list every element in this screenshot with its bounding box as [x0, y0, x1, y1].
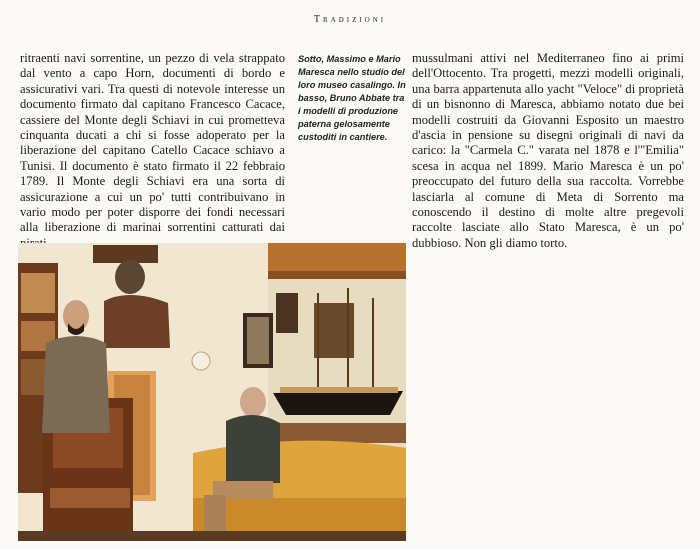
- page-section-header: Tradizioni: [313, 14, 387, 25]
- article-column-left: ritraenti navi sorrentine, un pezzo di vela strappato dal vento a capo Horn, documenti di bordo e assicurativi vari. Tra questi di notevole interesse un documento firmato dal capitano Francesco Cacace, cassiere del Monte degli Schiavi in cui prometteva cinquanta ducati a chi si fosse adoperato per la liberazione del capitano Catello Cacace schiavo a Tunisi. Il documento è stato firmato il 22 febbraio 1789. Il Monte degli Schiavi era una sorta di assicurazione a cui un po' tutti contribuivano in vario modo per poter disporre dei fondi necessari alla liberazione di marinai sorrentini catturati dai: [20, 51, 285, 235]
- museum-study-photo: [18, 243, 406, 541]
- article-column-right: mussulmani attivi nel Mediterraneo fino ai primi dell'Ottocento. Tra progetti, mezzi modelli originali, una barra appartenuta allo yacht "Veloce" di proprietà di un bisnonno di Maresca, abbiamo notato due bei modelli costruiti da Giovanni Esposito un maestro d'ascia in pensione su disegni originali di navi da carico: la "Carmela C." varata nel 1878 e l'"Emilia" scesa in acqua nel 1899. Mario Maresca è un po' preoccupato del futuro della sua raccolta. Vorrebbe lasciarla al comune di Meta di Sorrento ma conoscendo il destino di molte altre pregevoli raccolte lasciate allo Stato Maresca, è un po' dubbioso. Non gli diamo torto.: [412, 51, 684, 250]
- photo-caption: Sotto, Massimo e Mario Maresca nello studio del loro museo casalingo. In basso, Bruno Abbate tra i modelli di produzione paterna gelosamente custoditi in cantiere.: [298, 54, 406, 142]
